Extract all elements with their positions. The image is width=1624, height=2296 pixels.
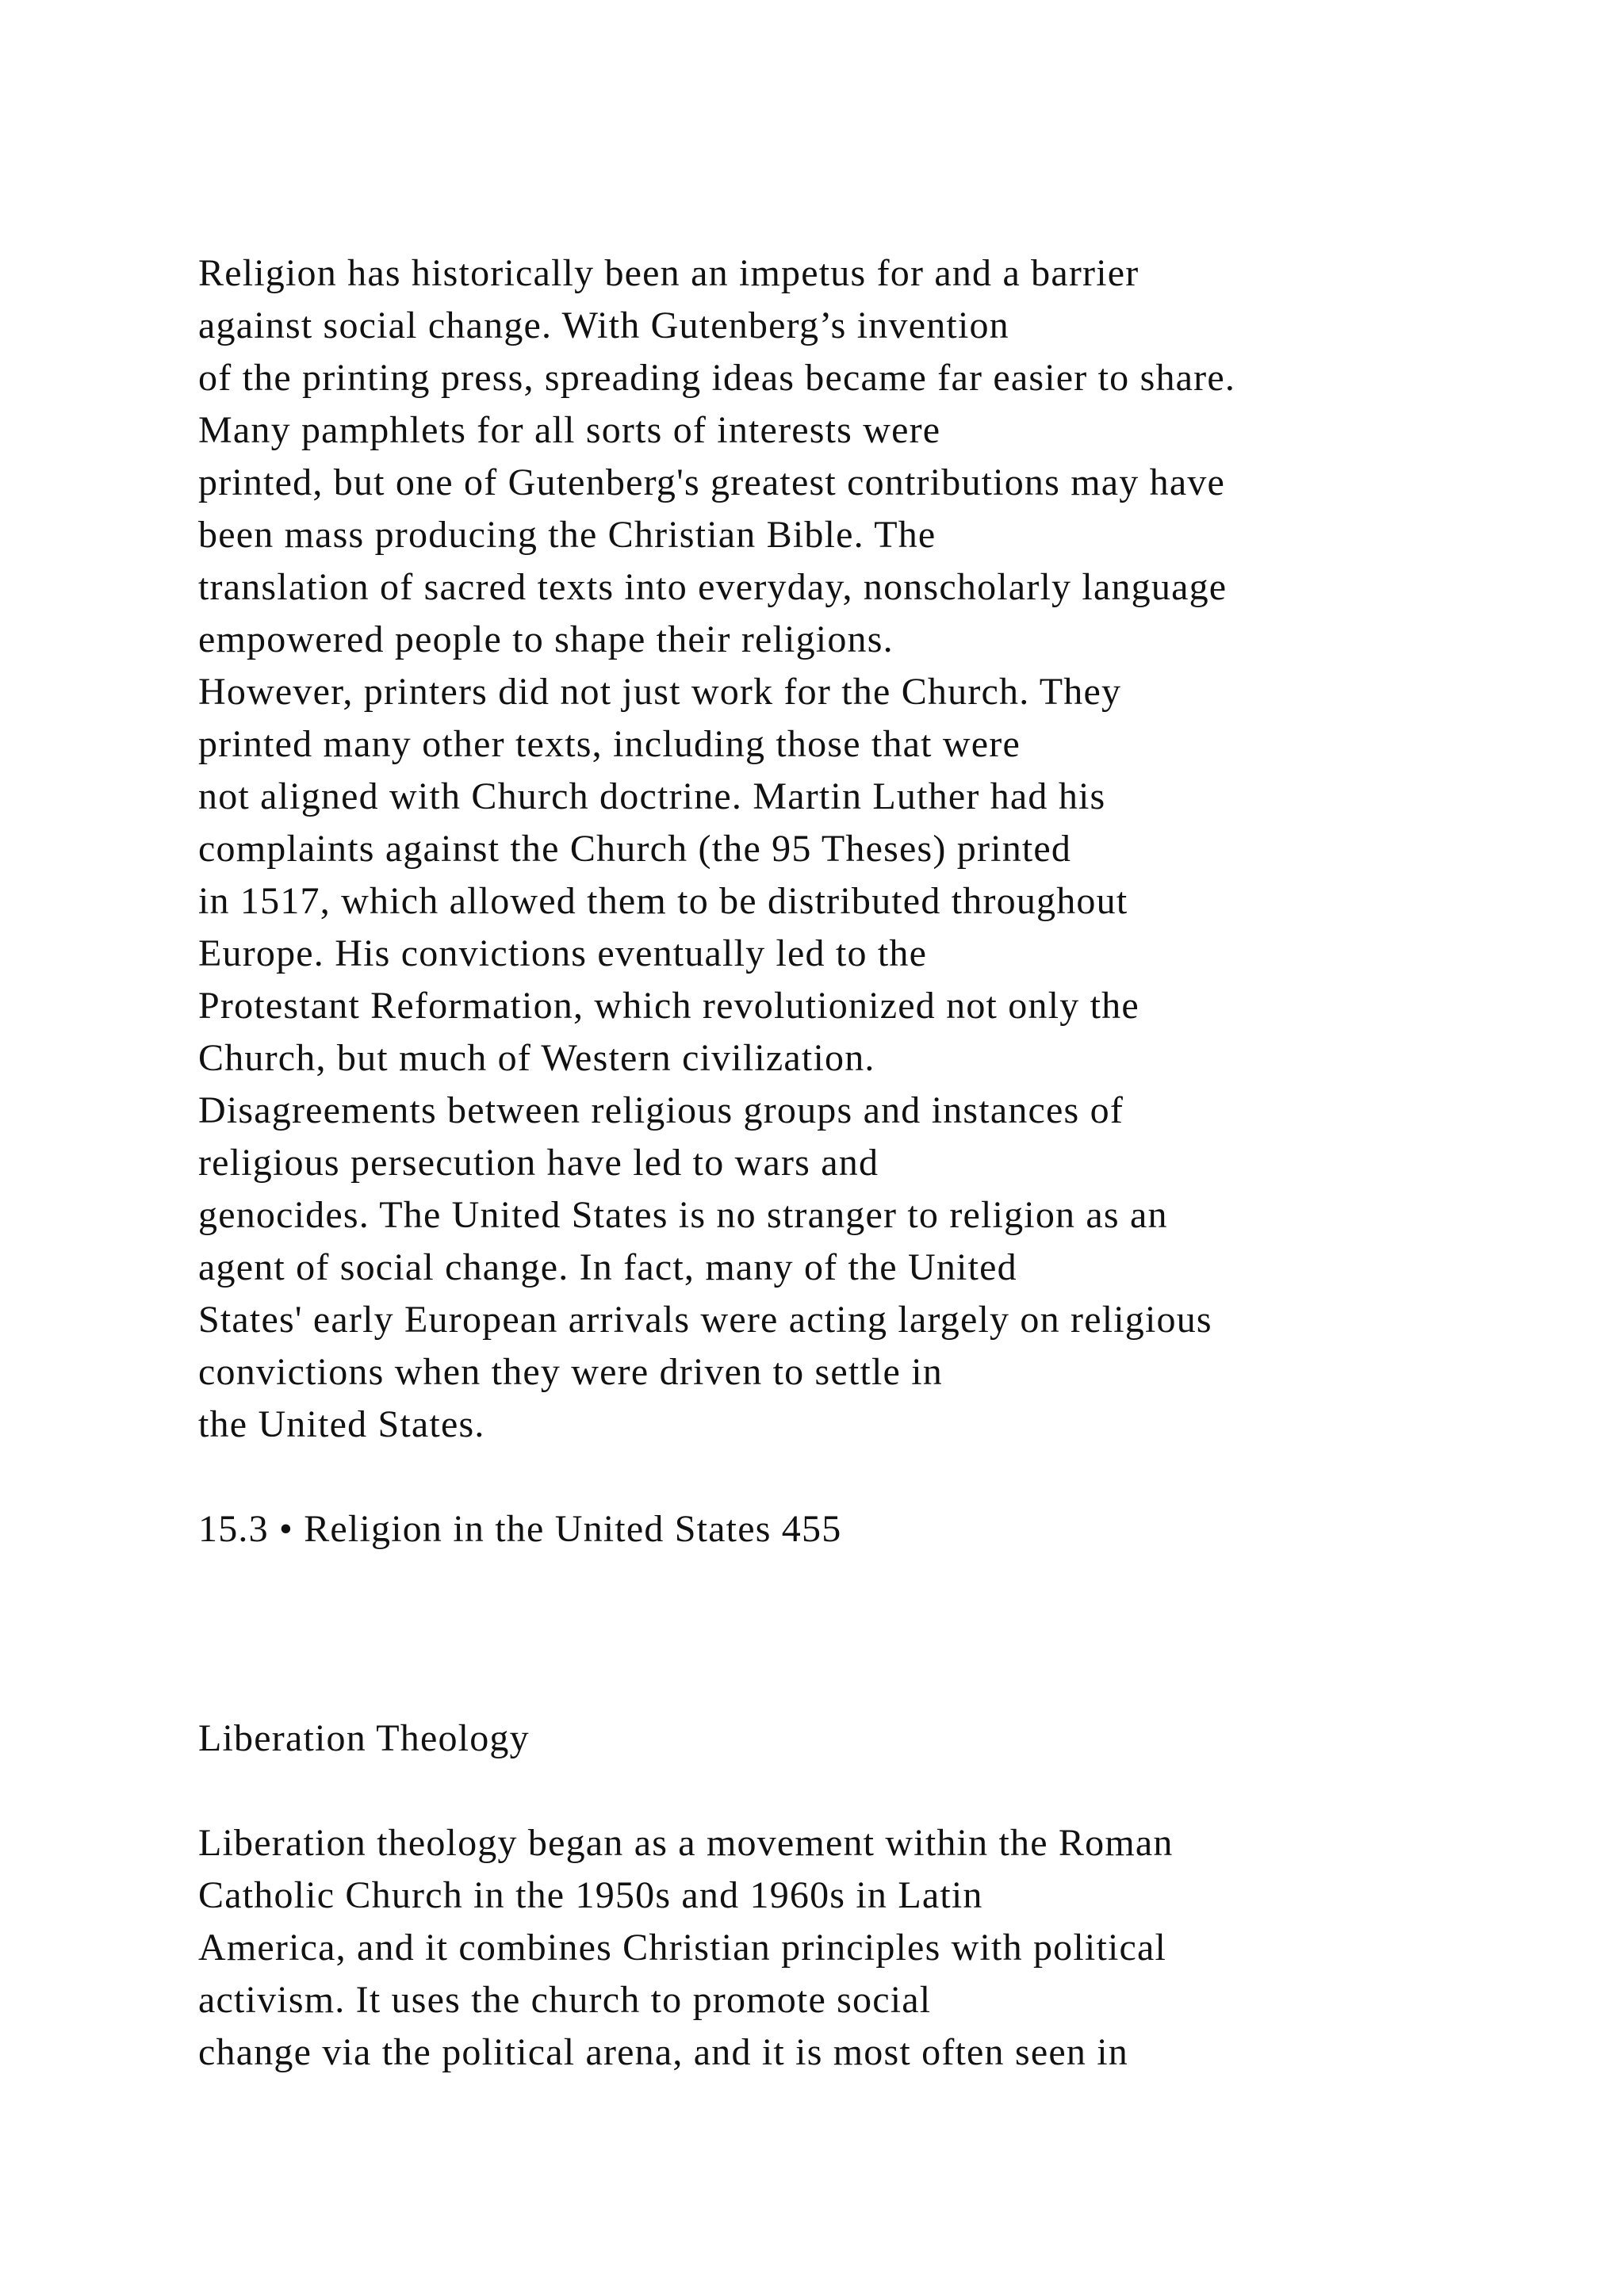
text-line: Liberation theology began as a movement within the Roman [198, 1822, 1174, 1864]
text-line: not aligned with Church doctrine. Martin Luther had his [198, 775, 1106, 817]
spacer [198, 1556, 1546, 1712]
text-line: complaints against the Church (the 95 Theses) printed [198, 828, 1072, 870]
text-line: change via the political arena, and it is most often seen in [198, 2031, 1128, 2073]
text-line: empowered people to shape their religions. [198, 618, 894, 660]
spacer [198, 1451, 1546, 1503]
section-heading: Liberation Theology [198, 1717, 530, 1759]
text-line: Protestant Reformation, which revolutionized not only the [198, 985, 1139, 1027]
text-line: However, printers did not just work for the Church. They [198, 671, 1122, 713]
text-line: in 1517, which allowed them to be distributed throughout [198, 880, 1128, 922]
text-line: Many pamphlets for all sorts of interests were [198, 409, 941, 451]
text-line: printed, but one of Gutenberg's greatest contributions may have [198, 461, 1226, 503]
text-line: agent of social change. In fact, many of the United [198, 1246, 1017, 1288]
text-line: Religion has historically been an impetus for and a barrier [198, 252, 1139, 294]
text-line: printed many other texts, including those that were [198, 723, 1021, 765]
text-line: America, and it combines Christian principles with political [198, 1927, 1167, 1969]
spacer [198, 1765, 1546, 1817]
text-line: Catholic Church in the 1950s and 1960s in Latin [198, 1874, 983, 1916]
text-line: of the printing press, spreading ideas became far easier to share. [198, 357, 1236, 399]
text-line: Church, but much of Western civilization. [198, 1037, 875, 1079]
paragraph-religion-social-change [198, 247, 1546, 1451]
text-line: the United States. [198, 1403, 485, 1445]
text-line: States' early European arrivals were acting largely on religious [198, 1299, 1212, 1341]
text-line: against social change. With Gutenberg’s invention [198, 304, 1009, 346]
text-line: convictions when they were driven to settle in [198, 1351, 943, 1393]
text-line: Disagreements between religious groups and instances of [198, 1089, 1124, 1131]
paragraph-liberation-theology [198, 1817, 1546, 2079]
text-line: religious persecution have led to wars and [198, 1142, 879, 1184]
page-footer: 15.3 • Religion in the United States 455 [198, 1508, 842, 1550]
document-page [198, 247, 1546, 2079]
text-line: been mass producing the Christian Bible. The [198, 514, 936, 556]
text-line: Europe. His convictions eventually led to the [198, 932, 928, 974]
text-line: translation of sacred texts into everyday, nonscholarly language [198, 566, 1228, 608]
text-line: activism. It uses the church to promote social [198, 1979, 932, 2021]
text-line: genocides. The United States is no stranger to religion as an [198, 1194, 1168, 1236]
